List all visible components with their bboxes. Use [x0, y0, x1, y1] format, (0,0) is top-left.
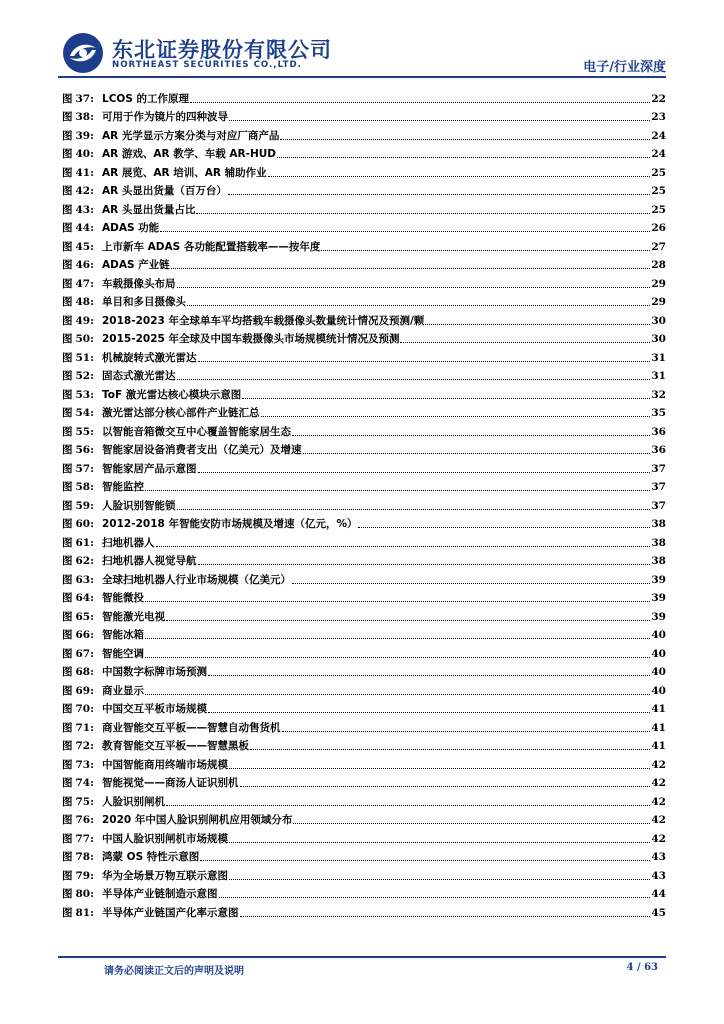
toc-entry[interactable]	[62, 328, 666, 347]
toc-entry[interactable]	[62, 605, 666, 624]
figure-number: 37:	[75, 92, 94, 105]
figure-page-number[interactable]: 44	[651, 888, 666, 900]
figure-page-number[interactable]: 35	[651, 407, 666, 419]
figure-number: 76:	[75, 814, 94, 826]
figure-title[interactable]: 2020 年中国人脸识别闸机应用领域分布	[102, 814, 293, 826]
figure-title[interactable]: 单目和多目摄像头	[102, 296, 186, 308]
toc-entry[interactable]	[62, 753, 666, 772]
figure-number: 44:	[75, 222, 94, 234]
figure-page-number[interactable]: 22	[651, 92, 666, 105]
figure-prefix: 图	[62, 610, 73, 623]
toc-entry[interactable]	[62, 531, 666, 550]
figure-number: 63:	[75, 573, 94, 586]
toc-entry[interactable]	[62, 642, 666, 661]
toc-entry[interactable]	[62, 476, 666, 495]
figure-number: 66:	[75, 629, 94, 641]
dot-leader	[145, 490, 650, 491]
figure-prefix: 图	[62, 462, 73, 475]
figure-number: 50:	[75, 333, 94, 345]
figure-title[interactable]: AR 头显出货量占比	[102, 203, 196, 216]
figure-page-number[interactable]: 24	[651, 148, 666, 160]
figure-title[interactable]: 激光雷达部分核心部件产业链汇总	[102, 407, 260, 419]
figure-number: 56:	[75, 444, 94, 456]
dot-leader	[145, 694, 650, 695]
figure-prefix: 图	[62, 555, 73, 567]
toc-entry[interactable]	[62, 420, 666, 439]
figure-page-number[interactable]: 42	[651, 832, 666, 845]
figure-page-number[interactable]: 23	[651, 111, 666, 123]
toc-entry[interactable]	[62, 217, 666, 236]
footer-divider	[58, 956, 666, 958]
figure-prefix: 图	[62, 518, 73, 530]
figure-title[interactable]: ToF 激光雷达核心模块示意图	[102, 388, 242, 401]
figure-title[interactable]: 可用于作为镜片的四种波导	[102, 111, 228, 123]
figure-prefix: 图	[62, 277, 73, 290]
figure-prefix: 图	[62, 832, 73, 845]
toc-entry[interactable]	[62, 568, 666, 587]
figure-title[interactable]: 智能视觉——商汤人证识别机	[102, 777, 239, 789]
figure-number: 70:	[75, 703, 94, 715]
figure-number: 58:	[75, 481, 94, 493]
dot-leader	[250, 749, 650, 750]
dot-leader	[268, 176, 651, 177]
figure-page-number[interactable]: 25	[651, 185, 666, 197]
figure-page-number[interactable]: 37	[651, 499, 666, 512]
figure-page-number[interactable]: 45	[651, 906, 666, 919]
dot-leader	[303, 453, 651, 454]
figure-prefix: 图	[62, 425, 73, 438]
dot-leader	[200, 860, 650, 861]
dot-leader	[229, 120, 650, 121]
dot-leader	[280, 139, 650, 140]
company-name-cn: 东北证券股份有限公司	[112, 38, 332, 62]
figure-number: 39:	[75, 129, 94, 142]
toc-entry[interactable]	[62, 846, 666, 865]
figure-title[interactable]: 华为全场景万物互联示意图	[102, 869, 228, 882]
dot-leader	[171, 268, 651, 269]
dot-leader	[400, 342, 650, 343]
toc-entry[interactable]	[62, 827, 666, 846]
toc-entry[interactable]	[62, 883, 666, 902]
figure-prefix: 图	[62, 758, 73, 771]
figure-prefix: 图	[62, 814, 73, 826]
dot-leader	[292, 583, 650, 584]
figure-page-number[interactable]: 37	[651, 481, 666, 493]
figure-title[interactable]: 以智能音箱微交互中心覆盖智能家居生态	[102, 425, 291, 438]
figure-prefix: 图	[62, 795, 73, 808]
figure-number: 48:	[75, 296, 94, 308]
figure-prefix: 图	[62, 148, 73, 160]
toc-entry[interactable]	[62, 106, 666, 125]
figure-prefix: 图	[62, 740, 73, 752]
figure-prefix: 图	[62, 573, 73, 586]
figure-title[interactable]: 半导体产业链制造示意图	[102, 888, 218, 900]
figure-number: 72:	[75, 740, 94, 752]
dot-leader	[198, 472, 651, 473]
figure-number: 40:	[75, 148, 94, 160]
figure-number: 59:	[75, 499, 94, 512]
figure-prefix: 图	[62, 203, 73, 216]
toc-entry[interactable]	[62, 383, 666, 402]
figure-number: 51:	[75, 351, 94, 364]
figure-page-number[interactable]: 39	[651, 610, 666, 623]
figure-title[interactable]: 2018-2023 年全球单车平均搭载车载摄像头数量统计情况及预测/颗	[102, 314, 425, 327]
toc-entry[interactable]	[62, 587, 666, 606]
figure-title[interactable]: 中国人脸识别闸机市场规模	[102, 832, 228, 845]
figure-title[interactable]: 商业智能交互平板——智慧自动售货机	[102, 721, 281, 734]
toc-entry[interactable]	[62, 439, 666, 458]
figure-number: 55:	[75, 425, 94, 438]
figure-prefix: 图	[62, 166, 73, 179]
toc-entry[interactable]	[62, 716, 666, 735]
figure-prefix: 图	[62, 481, 73, 493]
figure-page-number[interactable]: 30	[651, 333, 666, 345]
page-number: 4 / 63	[626, 962, 658, 973]
figure-page-number[interactable]: 25	[651, 166, 666, 179]
figure-title[interactable]: AR 头显出货量（百万台）	[102, 185, 227, 197]
toc-entry[interactable]	[62, 698, 666, 717]
figure-number: 53:	[75, 388, 94, 401]
figure-page-number[interactable]: 28	[651, 259, 666, 271]
dot-leader	[240, 786, 651, 787]
figure-title[interactable]: 机械旋转式激光雷达	[102, 351, 197, 364]
figure-index-list	[62, 87, 666, 920]
figure-prefix: 图	[62, 777, 73, 789]
figure-number: 57:	[75, 462, 94, 475]
dot-leader	[177, 509, 651, 510]
dot-leader	[228, 194, 651, 195]
figure-prefix: 图	[62, 407, 73, 419]
figure-number: 73:	[75, 758, 94, 771]
figure-title[interactable]: LCOS 的工作原理	[102, 92, 190, 105]
toc-entry[interactable]	[62, 180, 666, 199]
figure-prefix: 图	[62, 851, 73, 863]
figure-title[interactable]: AR 光学显示方案分类与对应厂商产品	[102, 129, 280, 142]
dot-leader	[292, 435, 650, 436]
dot-leader	[196, 213, 650, 214]
toc-entry[interactable]	[62, 161, 666, 180]
toc-entry[interactable]	[62, 198, 666, 217]
toc-entry[interactable]	[62, 124, 666, 143]
toc-entry[interactable]	[62, 235, 666, 254]
figure-number: 69:	[75, 684, 94, 697]
figure-number: 42:	[75, 185, 94, 197]
dot-leader	[160, 231, 650, 232]
toc-entry[interactable]	[62, 494, 666, 513]
figure-title[interactable]: 人脸识别智能锁	[102, 499, 176, 512]
figure-number: 81:	[75, 906, 94, 919]
figure-number: 78:	[75, 851, 94, 863]
figure-page-number[interactable]: 32	[651, 388, 666, 401]
header-divider	[58, 76, 666, 78]
figure-prefix: 图	[62, 333, 73, 345]
figure-title[interactable]: 人脸识别闸机	[102, 795, 165, 808]
toc-entry[interactable]	[62, 772, 666, 791]
toc-entry[interactable]	[62, 679, 666, 698]
figure-prefix: 图	[62, 869, 73, 882]
figure-page-number[interactable]: 37	[651, 462, 666, 475]
figure-title[interactable]: 中国交互平板市场规模	[102, 703, 207, 715]
dot-leader	[177, 379, 651, 380]
figure-prefix: 图	[62, 703, 73, 715]
toc-entry[interactable]	[62, 457, 666, 476]
figure-prefix: 图	[62, 222, 73, 234]
figure-prefix: 图	[62, 536, 73, 549]
dot-leader	[282, 731, 651, 732]
page-header	[0, 0, 724, 84]
dot-leader	[187, 305, 650, 306]
dot-leader	[208, 712, 650, 713]
figure-number: 52:	[75, 370, 94, 382]
dot-leader	[145, 657, 650, 658]
figure-prefix: 图	[62, 721, 73, 734]
toc-entry[interactable]	[62, 624, 666, 643]
figure-number: 41:	[75, 166, 94, 179]
figure-title[interactable]: AR 展览、AR 培训、AR 辅助作业	[102, 166, 267, 179]
dot-leader	[145, 601, 650, 602]
figure-prefix: 图	[62, 684, 73, 697]
disclaimer-note: 请务必阅读正文后的声明及说明	[104, 966, 244, 977]
figure-page-number[interactable]: 27	[651, 240, 666, 253]
figure-title[interactable]: 中国智能商用终端市场规模	[102, 758, 228, 771]
figure-page-number[interactable]: 29	[651, 277, 666, 290]
dot-leader	[242, 398, 650, 399]
figure-title[interactable]: AR 游戏、AR 教学、车载 AR-HUD	[102, 148, 276, 160]
figure-prefix: 图	[62, 129, 73, 142]
figure-prefix: 图	[62, 592, 73, 604]
figure-page-number[interactable]: 42	[651, 758, 666, 771]
figure-page-number[interactable]: 43	[651, 851, 666, 863]
figure-number: 74:	[75, 777, 94, 789]
figure-title[interactable]: 智能微投	[102, 592, 144, 604]
figure-number: 80:	[75, 888, 94, 900]
toc-entry[interactable]	[62, 254, 666, 273]
toc-entry[interactable]	[62, 809, 666, 828]
figure-title[interactable]: 2015-2025 年全球及中国车载摄像头市场规模统计情况及预测	[102, 333, 400, 345]
figure-number: 61:	[75, 536, 94, 549]
figure-prefix: 图	[62, 351, 73, 364]
figure-title[interactable]: 中国数字标牌市场预测	[102, 666, 207, 678]
toc-entry[interactable]	[62, 87, 666, 106]
figure-page-number[interactable]: 38	[651, 555, 666, 567]
figure-number: 49:	[75, 314, 94, 327]
figure-title[interactable]: 2012-2018 年智能安防市场规模及增速（亿元，%）	[102, 518, 358, 530]
figure-page-number[interactable]: 41	[651, 740, 666, 752]
figure-title[interactable]: 全球扫地机器人行业市场规模（亿美元）	[102, 573, 291, 586]
figure-prefix: 图	[62, 259, 73, 271]
figure-title[interactable]: 上市新车 ADAS 各功能配置搭载率——按年度	[102, 240, 321, 253]
toc-entry[interactable]	[62, 346, 666, 365]
figure-title[interactable]: 车载摄像头布局	[102, 277, 176, 290]
figure-page-number[interactable]: 40	[651, 666, 666, 678]
dot-leader	[229, 768, 650, 769]
figure-page-number[interactable]: 40	[651, 684, 666, 697]
dot-leader	[177, 287, 651, 288]
figure-number: 54:	[75, 407, 94, 419]
figure-title[interactable]: 商业显示	[102, 684, 144, 697]
figure-title[interactable]: 扫地机器人视觉导航	[102, 555, 197, 567]
dot-leader	[198, 361, 651, 362]
figure-prefix: 图	[62, 92, 73, 105]
figure-title[interactable]: 智能空调	[102, 647, 144, 660]
figure-page-number[interactable]: 29	[651, 296, 666, 308]
figure-prefix: 图	[62, 370, 73, 382]
report-category: 电子/行业深度	[583, 60, 666, 75]
dot-leader	[190, 102, 650, 103]
figure-title[interactable]: 教育智能交互平板——智慧黑板	[102, 740, 249, 752]
figure-page-number[interactable]: 36	[651, 425, 666, 438]
figure-title[interactable]: 扫地机器人	[102, 536, 155, 549]
figure-title[interactable]: 鸿蒙 OS 特性示意图	[102, 851, 200, 863]
figure-page-number[interactable]: 38	[651, 536, 666, 549]
figure-prefix: 图	[62, 296, 73, 308]
figure-number: 43:	[75, 203, 94, 216]
dot-leader	[358, 527, 650, 528]
dot-leader	[208, 675, 650, 676]
dot-leader	[229, 879, 650, 880]
toc-entry[interactable]	[62, 864, 666, 883]
figure-prefix: 图	[62, 314, 73, 327]
figure-page-number[interactable]: 38	[651, 518, 666, 530]
figure-prefix: 图	[62, 240, 73, 253]
toc-entry[interactable]	[62, 309, 666, 328]
toc-entry[interactable]	[62, 513, 666, 532]
dot-leader	[166, 805, 650, 806]
figure-page-number[interactable]: 40	[651, 629, 666, 641]
figure-prefix: 图	[62, 629, 73, 641]
dot-leader	[156, 546, 651, 547]
figure-page-number[interactable]: 41	[651, 721, 666, 734]
dot-leader	[293, 823, 650, 824]
dot-leader	[145, 638, 650, 639]
figure-number: 79:	[75, 869, 94, 882]
figure-number: 68:	[75, 666, 94, 678]
figure-page-number[interactable]: 24	[651, 129, 666, 142]
toc-entry[interactable]	[62, 402, 666, 421]
figure-number: 45:	[75, 240, 94, 253]
figure-page-number[interactable]: 31	[651, 370, 666, 382]
figure-number: 60:	[75, 518, 94, 530]
figure-prefix: 图	[62, 499, 73, 512]
company-name-en: NORTHEAST SECURITIES CO.,LTD.	[112, 60, 302, 70]
figure-page-number[interactable]: 40	[651, 647, 666, 660]
figure-prefix: 图	[62, 666, 73, 678]
figure-page-number[interactable]: 42	[651, 814, 666, 826]
figure-page-number[interactable]: 30	[651, 314, 666, 327]
figure-number: 47:	[75, 277, 94, 290]
dot-leader	[198, 564, 651, 565]
figure-number: 64:	[75, 592, 94, 604]
toc-entry[interactable]	[62, 901, 666, 920]
figure-number: 46:	[75, 259, 94, 271]
figure-page-number[interactable]: 31	[651, 351, 666, 364]
toc-entry[interactable]	[62, 735, 666, 754]
toc-entry[interactable]	[62, 365, 666, 384]
figure-number: 65:	[75, 610, 94, 623]
toc-entry[interactable]	[62, 550, 666, 569]
dot-leader	[240, 916, 651, 917]
figure-page-number[interactable]: 42	[651, 777, 666, 789]
figure-prefix: 图	[62, 444, 73, 456]
figure-page-number[interactable]: 25	[651, 203, 666, 216]
figure-page-number[interactable]: 42	[651, 795, 666, 808]
figure-page-number[interactable]: 41	[651, 703, 666, 715]
dot-leader	[219, 897, 651, 898]
figure-number: 77:	[75, 832, 94, 845]
figure-title[interactable]: 智能激光电视	[102, 610, 165, 623]
figure-title[interactable]: 智能家居设备消费者支出（亿美元）及增速	[102, 444, 302, 456]
figure-page-number[interactable]: 39	[651, 573, 666, 586]
toc-entry[interactable]	[62, 272, 666, 291]
toc-entry[interactable]	[62, 661, 666, 680]
figure-page-number[interactable]: 39	[651, 592, 666, 604]
figure-prefix: 图	[62, 888, 73, 900]
toc-entry[interactable]	[62, 291, 666, 310]
toc-entry[interactable]	[62, 790, 666, 809]
figure-title[interactable]: 智能家居产品示意图	[102, 462, 197, 475]
figure-number: 62:	[75, 555, 94, 567]
dot-leader	[229, 842, 650, 843]
figure-title[interactable]: 智能监控	[102, 481, 144, 493]
dot-leader	[425, 324, 650, 325]
figure-prefix: 图	[62, 185, 73, 197]
figure-title[interactable]: 智能冰箱	[102, 629, 144, 641]
figure-title[interactable]: ADAS 功能	[102, 222, 160, 234]
figure-page-number[interactable]: 43	[651, 869, 666, 882]
figure-title[interactable]: 固态式激光雷达	[102, 370, 176, 382]
figure-number: 38:	[75, 111, 94, 123]
dot-leader	[261, 416, 651, 417]
figure-page-number[interactable]: 36	[651, 444, 666, 456]
figure-prefix: 图	[62, 388, 73, 401]
dot-leader	[321, 250, 650, 251]
figure-page-number[interactable]: 26	[651, 222, 666, 234]
figure-prefix: 图	[62, 647, 73, 660]
figure-number: 67:	[75, 647, 94, 660]
dot-leader	[277, 157, 650, 158]
dot-leader	[166, 620, 650, 621]
figure-title[interactable]: ADAS 产业链	[102, 259, 170, 271]
figure-number: 75:	[75, 795, 94, 808]
figure-prefix: 图	[62, 906, 73, 919]
northeast-securities-logo-icon	[62, 32, 104, 74]
figure-prefix: 图	[62, 111, 73, 123]
toc-entry[interactable]	[62, 143, 666, 162]
figure-title[interactable]: 半导体产业链国产化率示意图	[102, 906, 239, 919]
figure-number: 71:	[75, 721, 94, 734]
